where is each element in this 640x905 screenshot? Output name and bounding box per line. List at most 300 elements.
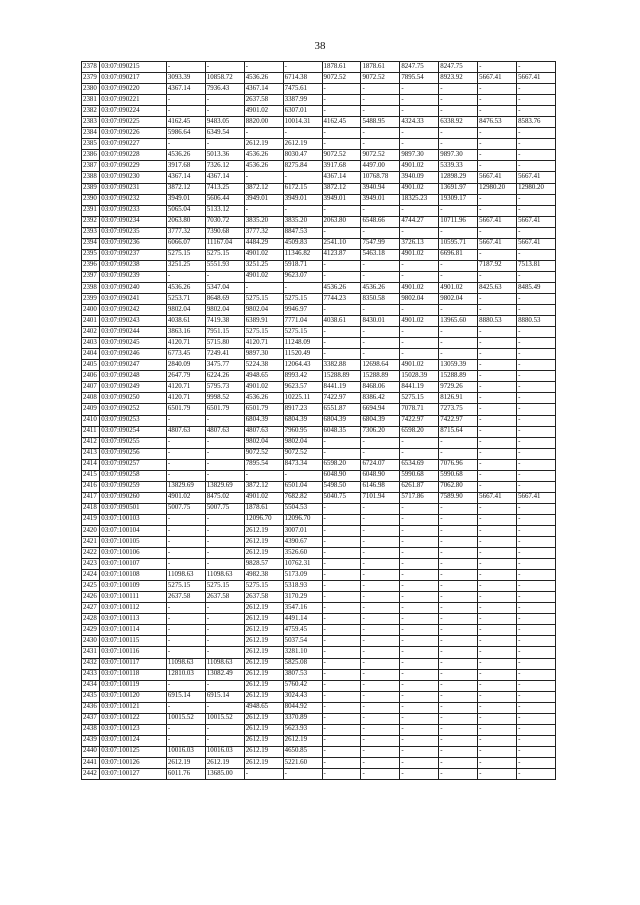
value-cell: 4982.38 [244, 570, 283, 581]
value-cell: 12096.70 [283, 514, 322, 525]
value-cell: - [361, 448, 400, 459]
value-cell: 4120.71 [166, 393, 205, 404]
value-cell: - [439, 327, 478, 338]
value-cell: 3949.01 [322, 194, 361, 205]
value-cell: 5623.93 [283, 724, 322, 735]
value-cell: 12064.43 [283, 360, 322, 371]
value-cell: 5986.64 [166, 128, 205, 139]
value-cell: 3170.29 [283, 592, 322, 603]
value-cell: - [322, 669, 361, 680]
value-cell: - [322, 338, 361, 349]
value-cell: 4948.65 [244, 371, 283, 382]
row-index-cell: 2419 [82, 514, 100, 525]
timestamp-cell: 03:07:100114 [100, 625, 167, 636]
value-cell: - [439, 106, 478, 117]
value-cell: - [244, 62, 283, 73]
value-cell: - [400, 437, 439, 448]
value-cell: 4901.02 [400, 282, 439, 293]
value-cell: 4901.02 [166, 492, 205, 503]
value-cell: - [517, 636, 556, 647]
value-cell: - [439, 514, 478, 525]
value-cell: - [478, 559, 517, 570]
value-cell: 5040.75 [322, 492, 361, 503]
value-cell: - [166, 680, 205, 691]
table-row [82, 548, 556, 559]
value-cell: 3726.13 [400, 238, 439, 249]
value-cell: 6714.38 [283, 73, 322, 84]
value-cell: - [166, 448, 205, 459]
value-cell: - [400, 636, 439, 647]
value-cell: - [400, 658, 439, 669]
row-index-cell: 2381 [82, 95, 100, 106]
value-cell: 3863.16 [166, 327, 205, 338]
table-row [82, 702, 556, 713]
table-row [82, 746, 556, 757]
value-cell: 10768.78 [361, 172, 400, 183]
value-cell: 8820.00 [244, 117, 283, 128]
value-cell: 5667.41 [478, 492, 517, 503]
timestamp-cell: 03:07:090244 [100, 327, 167, 338]
table-row [82, 293, 556, 304]
value-cell: - [166, 525, 205, 536]
table-row [82, 382, 556, 393]
value-cell: 6724.07 [361, 459, 400, 470]
value-cell: 4120.71 [166, 338, 205, 349]
value-cell: - [361, 746, 400, 757]
value-cell: 5275.15 [400, 393, 439, 404]
value-cell: 11098.63 [205, 570, 244, 581]
value-cell: - [400, 603, 439, 614]
value-cell: 1878.61 [244, 503, 283, 514]
table-row [82, 349, 556, 360]
value-cell: - [166, 514, 205, 525]
value-cell: 4536.26 [322, 282, 361, 293]
value-cell: 9802.04 [439, 293, 478, 304]
value-cell: 9897.30 [244, 349, 283, 360]
value-cell: 6915.14 [205, 691, 244, 702]
value-cell: - [244, 470, 283, 481]
value-cell: 8880.53 [478, 316, 517, 327]
value-cell: 4759.45 [283, 625, 322, 636]
value-cell: - [478, 514, 517, 525]
value-cell: 7390.68 [205, 227, 244, 238]
value-cell: 7249.41 [205, 349, 244, 360]
value-cell: 12898.29 [439, 172, 478, 183]
value-cell: 4901.02 [400, 161, 439, 172]
value-cell: 2612.19 [244, 625, 283, 636]
value-cell: - [166, 647, 205, 658]
value-cell: 6804.39 [244, 415, 283, 426]
value-cell: - [166, 559, 205, 570]
table-row [82, 305, 556, 316]
value-cell: 6048.90 [361, 470, 400, 481]
row-index-cell: 2434 [82, 680, 100, 691]
value-cell: - [361, 205, 400, 216]
value-cell: 12698.64 [361, 360, 400, 371]
row-index-cell: 2394 [82, 238, 100, 249]
value-cell: - [478, 658, 517, 669]
value-cell: 2541.10 [322, 238, 361, 249]
timestamp-cell: 03:07:090252 [100, 404, 167, 415]
table-row [82, 282, 556, 293]
table-row [82, 404, 556, 415]
value-cell: - [478, 62, 517, 73]
value-cell: - [361, 636, 400, 647]
row-index-cell: 2416 [82, 481, 100, 492]
row-index-cell: 2429 [82, 625, 100, 636]
value-cell: - [517, 360, 556, 371]
value-cell: 5667.41 [517, 238, 556, 249]
timestamp-cell: 03:07:100103 [100, 514, 167, 525]
timestamp-cell: 03:07:090221 [100, 95, 167, 106]
value-cell: 15288.89 [361, 371, 400, 382]
value-cell: - [166, 614, 205, 625]
value-cell: - [517, 393, 556, 404]
timestamp-cell: 03:07:100106 [100, 548, 167, 559]
table-row [82, 73, 556, 84]
value-cell: 4650.85 [283, 746, 322, 757]
table-row [82, 448, 556, 459]
value-cell: 6694.94 [361, 404, 400, 415]
value-cell: - [517, 84, 556, 95]
row-index-cell: 2418 [82, 503, 100, 514]
value-cell: - [439, 448, 478, 459]
value-cell: - [478, 581, 517, 592]
value-cell: 9072.52 [244, 448, 283, 459]
table-row [82, 139, 556, 150]
page-number: 38 [314, 40, 326, 52]
value-cell: - [478, 161, 517, 172]
row-index-cell: 2383 [82, 117, 100, 128]
value-cell: 13829.69 [205, 481, 244, 492]
timestamp-cell: 03:07:100107 [100, 559, 167, 570]
value-cell: - [478, 470, 517, 481]
value-cell: - [439, 525, 478, 536]
value-cell: - [244, 128, 283, 139]
value-cell: 9072.52 [283, 448, 322, 459]
value-cell: - [166, 415, 205, 426]
value-cell: - [400, 757, 439, 768]
timestamp-cell: 03:07:090255 [100, 437, 167, 448]
value-cell: - [478, 669, 517, 680]
table-row [82, 669, 556, 680]
value-cell: - [205, 702, 244, 713]
row-index-cell: 2422 [82, 548, 100, 559]
value-cell: - [322, 128, 361, 139]
value-cell: 13685.00 [205, 769, 244, 780]
timestamp-cell: 03:07:090250 [100, 393, 167, 404]
value-cell: 4901.02 [244, 492, 283, 503]
value-cell: 3007.01 [283, 525, 322, 536]
timestamp-cell: 03:07:100127 [100, 769, 167, 780]
row-index-cell: 2413 [82, 448, 100, 459]
value-cell: - [439, 537, 478, 548]
value-cell: - [517, 437, 556, 448]
value-cell: 4901.02 [244, 106, 283, 117]
value-cell: - [400, 106, 439, 117]
value-cell: - [400, 260, 439, 271]
value-cell: 5253.71 [166, 293, 205, 304]
value-cell: 9802.04 [283, 437, 322, 448]
value-cell: - [283, 172, 322, 183]
table-row [82, 614, 556, 625]
value-cell: - [322, 271, 361, 282]
value-cell: - [478, 570, 517, 581]
value-cell: - [322, 769, 361, 780]
value-cell: 7030.72 [205, 216, 244, 227]
value-cell: - [283, 205, 322, 216]
value-cell: 3526.60 [283, 548, 322, 559]
table-row [82, 481, 556, 492]
value-cell: - [400, 669, 439, 680]
value-cell: 2612.19 [244, 139, 283, 150]
value-cell: 4162.45 [322, 117, 361, 128]
value-cell: 5275.15 [166, 249, 205, 260]
value-cell: - [322, 349, 361, 360]
timestamp-cell: 03:07:100117 [100, 658, 167, 669]
timestamp-cell: 03:07:090234 [100, 216, 167, 227]
value-cell: 8648.69 [205, 293, 244, 304]
table-row [82, 426, 556, 437]
value-cell: 2612.19 [244, 746, 283, 757]
value-cell: - [439, 713, 478, 724]
timestamp-cell: 03:07:090243 [100, 316, 167, 327]
table-row [82, 603, 556, 614]
value-cell: 5795.73 [205, 382, 244, 393]
value-cell: - [439, 735, 478, 746]
value-cell: - [361, 514, 400, 525]
value-cell: - [478, 625, 517, 636]
value-cell: 9072.52 [322, 73, 361, 84]
value-cell: 8583.76 [517, 117, 556, 128]
row-index-cell: 2442 [82, 769, 100, 780]
value-cell: - [517, 305, 556, 316]
table-row [82, 680, 556, 691]
value-cell: - [361, 614, 400, 625]
value-cell: - [478, 338, 517, 349]
table-row [82, 271, 556, 282]
value-cell: 4536.26 [244, 150, 283, 161]
value-cell: 12980.20 [478, 183, 517, 194]
value-cell: - [478, 592, 517, 603]
table-row [82, 581, 556, 592]
value-cell: - [361, 669, 400, 680]
value-cell: - [439, 625, 478, 636]
value-cell: - [478, 271, 517, 282]
value-cell: 7306.20 [361, 426, 400, 437]
value-cell: 8044.92 [283, 702, 322, 713]
value-cell: - [283, 470, 322, 481]
value-cell: - [478, 95, 517, 106]
value-cell: - [517, 735, 556, 746]
value-cell: 4744.27 [400, 216, 439, 227]
value-cell: 7076.96 [439, 459, 478, 470]
value-cell: - [322, 691, 361, 702]
value-cell: - [517, 338, 556, 349]
value-cell: 6598.20 [322, 459, 361, 470]
table-row [82, 128, 556, 139]
row-index-cell: 2406 [82, 371, 100, 382]
value-cell: 6551.87 [322, 404, 361, 415]
value-cell: - [478, 205, 517, 216]
value-cell: - [478, 437, 517, 448]
value-cell: - [400, 559, 439, 570]
value-cell: - [166, 603, 205, 614]
value-cell: 6349.54 [205, 128, 244, 139]
table-row [82, 537, 556, 548]
table-row [82, 724, 556, 735]
row-index-cell: 2431 [82, 647, 100, 658]
table-row [82, 691, 556, 702]
value-cell: - [517, 349, 556, 360]
value-cell: - [322, 95, 361, 106]
value-cell: 5065.04 [166, 205, 205, 216]
value-cell: 5173.09 [283, 570, 322, 581]
value-cell: - [205, 559, 244, 570]
value-cell: - [400, 271, 439, 282]
value-cell: - [361, 227, 400, 238]
value-cell: - [517, 271, 556, 282]
timestamp-cell: 03:07:090225 [100, 117, 167, 128]
timestamp-cell: 03:07:090220 [100, 84, 167, 95]
value-cell: 3949.01 [361, 194, 400, 205]
timestamp-cell: 03:07:090249 [100, 382, 167, 393]
timestamp-cell: 03:07:090254 [100, 426, 167, 437]
value-cell: - [400, 128, 439, 139]
row-index-cell: 2392 [82, 216, 100, 227]
value-cell: 4120.71 [244, 338, 283, 349]
timestamp-cell: 03:07:090228 [100, 150, 167, 161]
value-cell: 8275.84 [283, 161, 322, 172]
value-cell: 3777.32 [166, 227, 205, 238]
value-cell: 8993.42 [283, 371, 322, 382]
value-cell: - [439, 647, 478, 658]
value-cell: - [244, 205, 283, 216]
table-row [82, 415, 556, 426]
value-cell: 4038.61 [166, 316, 205, 327]
table-row [82, 559, 556, 570]
value-cell: 3024.43 [283, 691, 322, 702]
value-cell: 6011.76 [166, 769, 205, 780]
value-cell: 6066.07 [166, 238, 205, 249]
value-cell: 3949.01 [244, 194, 283, 205]
value-cell: 5275.15 [283, 293, 322, 304]
value-cell: 5918.71 [283, 260, 322, 271]
value-cell: 6172.15 [283, 183, 322, 194]
timestamp-cell: 03:07:090247 [100, 360, 167, 371]
table-row [82, 227, 556, 238]
value-cell: 4324.33 [400, 117, 439, 128]
timestamp-cell: 03:07:090258 [100, 470, 167, 481]
value-cell: - [361, 592, 400, 603]
value-cell: 3940.09 [400, 172, 439, 183]
value-cell: 6338.92 [439, 117, 478, 128]
value-cell: - [166, 625, 205, 636]
value-cell: 4536.26 [166, 282, 205, 293]
timestamp-cell: 03:07:100126 [100, 757, 167, 768]
value-cell: 7513.81 [517, 260, 556, 271]
value-cell: - [361, 271, 400, 282]
row-index-cell: 2382 [82, 106, 100, 117]
value-cell: - [322, 724, 361, 735]
value-cell: - [439, 128, 478, 139]
value-cell: 10762.31 [283, 559, 322, 570]
value-cell: 10016.03 [166, 746, 205, 757]
value-cell: 7951.15 [205, 327, 244, 338]
value-cell: 9072.52 [361, 73, 400, 84]
row-index-cell: 2420 [82, 525, 100, 536]
value-cell: - [322, 614, 361, 625]
value-cell: - [205, 437, 244, 448]
value-cell: - [166, 735, 205, 746]
value-cell: - [517, 481, 556, 492]
value-cell: - [517, 150, 556, 161]
value-cell: - [439, 570, 478, 581]
value-cell: 6224.26 [205, 371, 244, 382]
value-cell: 10015.52 [205, 713, 244, 724]
value-cell: 5990.68 [439, 470, 478, 481]
value-cell: - [283, 62, 322, 73]
value-cell: 4807.63 [244, 426, 283, 437]
value-cell: 4497.00 [361, 161, 400, 172]
value-cell: - [478, 746, 517, 757]
value-cell: 3872.12 [322, 183, 361, 194]
value-cell: - [439, 503, 478, 514]
table-row [82, 636, 556, 647]
value-cell: - [517, 525, 556, 536]
timestamp-cell: 03:07:090256 [100, 448, 167, 459]
timestamp-cell: 03:07:100119 [100, 680, 167, 691]
value-cell: 6307.01 [283, 106, 322, 117]
table-row [82, 84, 556, 95]
value-cell: - [517, 293, 556, 304]
value-cell: - [361, 260, 400, 271]
value-cell: - [478, 680, 517, 691]
value-cell: 15288.89 [439, 371, 478, 382]
row-index-cell: 2441 [82, 757, 100, 768]
value-cell: - [361, 305, 400, 316]
value-cell: - [166, 724, 205, 735]
value-cell: 9802.04 [166, 305, 205, 316]
value-cell: - [244, 769, 283, 780]
value-cell: 8917.23 [283, 404, 322, 415]
value-cell: 4367.14 [166, 172, 205, 183]
timestamp-cell: 03:07:090242 [100, 305, 167, 316]
value-cell: - [205, 62, 244, 73]
value-cell: 11098.63 [166, 658, 205, 669]
value-cell: 4484.29 [244, 238, 283, 249]
value-cell: - [517, 415, 556, 426]
value-cell: - [517, 470, 556, 481]
value-cell: - [322, 548, 361, 559]
value-cell: - [439, 636, 478, 647]
row-index-cell: 2380 [82, 84, 100, 95]
value-cell: 8476.53 [478, 117, 517, 128]
row-index-cell: 2423 [82, 559, 100, 570]
value-cell: 3949.01 [166, 194, 205, 205]
timestamp-cell: 03:07:100108 [100, 570, 167, 581]
value-cell: - [322, 106, 361, 117]
table-row [82, 172, 556, 183]
value-cell: 2612.19 [244, 735, 283, 746]
timestamp-cell: 03:07:100115 [100, 636, 167, 647]
value-cell: 4807.63 [205, 426, 244, 437]
value-cell: - [517, 548, 556, 559]
value-cell: - [517, 592, 556, 603]
value-cell: - [478, 360, 517, 371]
value-cell: 9483.05 [205, 117, 244, 128]
table-row [82, 459, 556, 470]
